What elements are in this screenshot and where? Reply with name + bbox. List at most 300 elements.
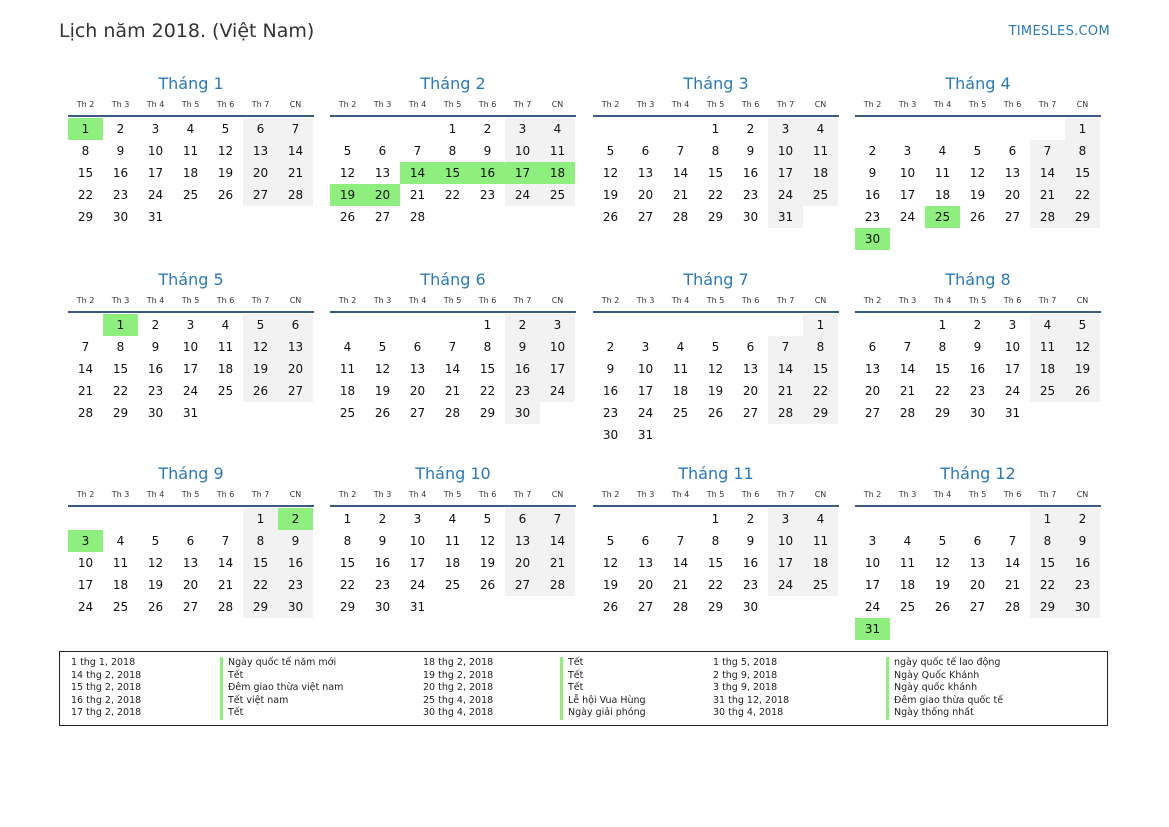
day-cell: 6 (746, 340, 755, 354)
day-cell: 9 (116, 144, 125, 158)
empty-cell (698, 314, 733, 336)
day-cell: 4 (803, 508, 838, 530)
weekday-label: Th 3 (111, 296, 130, 305)
day-cell: 19 (602, 578, 619, 592)
weekday-label: Th 4 (146, 296, 165, 305)
day-cell: 21 (672, 578, 689, 592)
day-cell: 13 (182, 556, 199, 570)
day-cell: 20 (969, 578, 986, 592)
day-cell: 31 (147, 210, 164, 224)
legend-holiday-name: Đêm giao thừa quốc tế (886, 695, 1003, 708)
legend-holiday-name: Tết (220, 670, 343, 683)
day-cell: 14 (768, 358, 803, 380)
legend-holiday-name: Đêm giao thừa việt nam (220, 682, 343, 695)
day-cell: 4 (221, 318, 230, 332)
day-cell: 26 (479, 578, 496, 592)
weekday-header (330, 489, 576, 501)
day-cell: 16 (112, 166, 129, 180)
day-grid (330, 508, 576, 618)
day-cell: 6 (505, 508, 540, 530)
day-cell: 17 (409, 556, 426, 570)
day-cell: 24 (899, 210, 916, 224)
legend-date: 15 thg 2, 2018 (71, 682, 142, 694)
day-cell: 17 (147, 166, 164, 180)
month-block (593, 269, 839, 446)
day-cell: 30 (969, 406, 986, 420)
holiday-day-cell: 17 (505, 162, 540, 184)
holiday-day-cell: 15 (435, 162, 470, 184)
weekday-header (593, 489, 839, 501)
legend-dates-col-2 (423, 657, 493, 720)
legend-date: 30 thg 4, 2018 (713, 707, 784, 719)
holiday-day-cell: 16 (470, 162, 505, 184)
day-cell: 24 (637, 406, 654, 420)
day-cell: 18 (339, 384, 356, 398)
weekday-label: Th 6 (216, 490, 235, 499)
day-cell: 9 (483, 144, 492, 158)
empty-cell (593, 314, 628, 336)
day-cell: 3 (1008, 318, 1017, 332)
page-title: Lịch năm 2018. (Việt Nam) (59, 20, 315, 42)
weekday-label: Th 5 (443, 490, 462, 499)
day-cell: 23 (374, 578, 391, 592)
legend-holiday-name: Ngày giải phóng (560, 707, 646, 720)
day-cell: 23 (147, 384, 164, 398)
day-cell: 20 (278, 358, 313, 380)
day-cell: 8 (483, 340, 492, 354)
day-cell: 27 (969, 600, 986, 614)
day-cell: 22 (444, 188, 461, 202)
weekday-label: Th 5 (706, 490, 725, 499)
day-cell: 13 (505, 530, 540, 552)
day-cell: 19 (934, 578, 951, 592)
empty-cell (103, 508, 138, 530)
day-cell: 31 (768, 206, 803, 228)
day-cell: 12 (602, 556, 619, 570)
holiday-day-cell: 3 (68, 530, 103, 552)
day-cell: 28 (444, 406, 461, 420)
day-cell: 26 (934, 600, 951, 614)
brand-link[interactable]: TIMESLES.COM (1008, 24, 1110, 39)
day-cell: 20 (1004, 188, 1021, 202)
day-grid (330, 314, 576, 424)
day-cell: 17 (768, 552, 803, 574)
legend-holiday-name: Ngày thống nhất (886, 707, 1003, 720)
day-grid (68, 508, 314, 618)
day-cell: 29 (707, 600, 724, 614)
day-cell: 9 (746, 144, 755, 158)
day-cell: 5 (606, 534, 615, 548)
day-cell: 9 (973, 340, 982, 354)
empty-cell (593, 508, 628, 530)
holiday-day-cell: 1 (103, 314, 138, 336)
day-cell: 26 (602, 210, 619, 224)
day-cell: 19 (147, 578, 164, 592)
weekday-label: Th 4 (408, 100, 427, 109)
weekday-header (68, 295, 314, 307)
day-cell: 13 (1004, 166, 1021, 180)
weekday-label: Th 4 (408, 296, 427, 305)
month-block (593, 73, 839, 228)
day-cell: 12 (339, 166, 356, 180)
day-cell: 11 (803, 140, 838, 162)
day-cell: 5 (221, 122, 230, 136)
weekday-label: CN (814, 100, 827, 109)
weekday-label: Th 5 (443, 100, 462, 109)
day-cell: 24 (505, 184, 540, 206)
day-cell: 28 (1030, 206, 1065, 228)
weekday-label: Th 3 (636, 296, 655, 305)
holiday-day-cell: 18 (540, 162, 575, 184)
month-title: Tháng 6 (420, 270, 486, 289)
weekday-label: Th 2 (338, 490, 357, 499)
day-cell: 17 (864, 578, 881, 592)
day-cell: 7 (540, 508, 575, 530)
day-cell: 12 (602, 166, 619, 180)
day-cell: 16 (742, 166, 759, 180)
legend-names-col-3 (886, 657, 1003, 720)
month-title: Tháng 5 (158, 270, 224, 289)
weekday-label: Th 2 (601, 296, 620, 305)
empty-cell (400, 314, 435, 336)
day-cell: 5 (243, 314, 278, 336)
day-cell: 9 (1065, 530, 1100, 552)
day-cell: 20 (182, 578, 199, 592)
day-cell: 27 (637, 210, 654, 224)
day-cell: 15 (803, 358, 838, 380)
day-cell: 23 (969, 384, 986, 398)
empty-cell (890, 508, 925, 530)
weekday-label: Th 3 (636, 490, 655, 499)
header-divider (68, 311, 314, 313)
day-cell: 4 (903, 534, 912, 548)
month-title: Tháng 7 (683, 270, 749, 289)
day-cell: 2 (116, 122, 125, 136)
weekday-label: Th 3 (636, 100, 655, 109)
day-cell: 14 (1030, 162, 1065, 184)
month-block (68, 269, 314, 424)
month-title: Tháng 10 (415, 464, 491, 483)
holiday-day-cell: 31 (855, 618, 890, 640)
weekday-label: Th 3 (373, 490, 392, 499)
legend-date: 17 thg 2, 2018 (71, 707, 142, 719)
day-cell: 27 (243, 184, 278, 206)
empty-cell (138, 508, 173, 530)
day-cell: 6 (1008, 144, 1017, 158)
legend-holiday-name: Ngày quốc tế năm mới (220, 657, 343, 670)
day-cell: 20 (637, 188, 654, 202)
weekday-label: CN (1076, 100, 1089, 109)
day-cell: 25 (339, 406, 356, 420)
day-cell: 27 (742, 406, 759, 420)
weekday-label: Th 2 (863, 296, 882, 305)
day-cell: 18 (1030, 358, 1065, 380)
weekday-label: Th 4 (146, 100, 165, 109)
day-cell: 29 (1030, 596, 1065, 618)
legend-holiday-name: Ngày quốc khánh (886, 682, 1003, 695)
day-cell: 3 (505, 118, 540, 140)
day-cell: 2 (505, 314, 540, 336)
legend-date: 25 thg 4, 2018 (423, 694, 494, 706)
weekday-label: Th 7 (251, 296, 270, 305)
day-cell: 15 (1030, 552, 1065, 574)
day-cell: 7 (903, 340, 912, 354)
day-cell: 18 (899, 578, 916, 592)
weekday-label: Th 7 (251, 100, 270, 109)
day-cell: 9 (505, 336, 540, 358)
empty-cell (925, 118, 960, 140)
holiday-day-cell: 25 (925, 206, 960, 228)
day-cell: 6 (186, 534, 195, 548)
day-cell: 5 (1065, 314, 1100, 336)
day-cell: 18 (182, 166, 199, 180)
day-cell: 26 (217, 188, 234, 202)
day-cell: 22 (1030, 574, 1065, 596)
day-cell: 11 (934, 166, 951, 180)
day-cell: 24 (1004, 384, 1021, 398)
day-cell: 7 (448, 340, 457, 354)
day-cell: 13 (637, 556, 654, 570)
empty-cell (628, 314, 663, 336)
weekday-label: Th 6 (741, 296, 760, 305)
legend-holiday-name: Tết (560, 682, 646, 695)
legend-date: 16 thg 2, 2018 (71, 694, 142, 706)
legend-holiday-name: Tết (220, 707, 343, 720)
header-divider (593, 115, 839, 117)
day-cell: 1 (803, 314, 838, 336)
day-cell: 26 (602, 600, 619, 614)
day-cell: 6 (278, 314, 313, 336)
empty-cell (855, 118, 890, 140)
weekday-label: Th 7 (513, 296, 532, 305)
empty-cell (330, 118, 365, 140)
month-title: Tháng 1 (158, 74, 224, 93)
month-block (330, 269, 576, 424)
day-cell: 27 (1004, 210, 1021, 224)
day-cell: 26 (339, 210, 356, 224)
day-cell: 11 (899, 556, 916, 570)
legend-holiday-name: Tết (560, 657, 646, 670)
day-cell: 6 (413, 340, 422, 354)
day-cell: 25 (803, 184, 838, 206)
day-cell: 14 (672, 166, 689, 180)
day-cell: 14 (444, 362, 461, 376)
day-cell: 18 (672, 384, 689, 398)
empty-cell (208, 508, 243, 530)
weekday-label: Th 5 (443, 296, 462, 305)
day-cell: 7 (413, 144, 422, 158)
day-cell: 26 (374, 406, 391, 420)
legend-date: 19 thg 2, 2018 (423, 669, 494, 681)
empty-cell (1030, 118, 1065, 140)
day-cell: 13 (742, 362, 759, 376)
day-cell: 18 (112, 578, 129, 592)
day-cell: 7 (1030, 140, 1065, 162)
day-cell: 16 (278, 552, 313, 574)
day-cell: 11 (672, 362, 689, 376)
day-cell: 8 (81, 144, 90, 158)
day-cell: 6 (378, 144, 387, 158)
day-cell: 29 (77, 210, 94, 224)
day-cell: 30 (505, 402, 540, 424)
day-cell: 1 (938, 318, 947, 332)
day-cell: 10 (864, 556, 881, 570)
weekday-label: Th 5 (968, 296, 987, 305)
legend-holiday-name: Lễ hội Vua Hùng (560, 695, 646, 708)
day-cell: 10 (637, 362, 654, 376)
weekday-label: Th 6 (216, 296, 235, 305)
empty-cell (733, 314, 768, 336)
day-cell: 19 (1065, 358, 1100, 380)
weekday-label: Th 6 (1003, 296, 1022, 305)
day-cell: 25 (672, 406, 689, 420)
day-cell: 27 (505, 574, 540, 596)
weekday-label: Th 5 (181, 490, 200, 499)
weekday-label: CN (289, 490, 302, 499)
day-cell: 3 (151, 122, 160, 136)
month-block (68, 73, 314, 228)
day-cell: 2 (746, 512, 755, 526)
day-grid (593, 118, 839, 228)
day-cell: 27 (278, 380, 313, 402)
weekday-label: Th 3 (373, 100, 392, 109)
day-cell: 26 (243, 380, 278, 402)
day-cell: 14 (217, 556, 234, 570)
day-cell: 6 (641, 534, 650, 548)
day-cell: 8 (938, 340, 947, 354)
day-cell: 23 (112, 188, 129, 202)
holiday-day-cell: 19 (330, 184, 365, 206)
day-cell: 2 (151, 318, 160, 332)
empty-cell (663, 118, 698, 140)
day-cell: 8 (1065, 140, 1100, 162)
day-cell: 31 (182, 406, 199, 420)
day-cell: 21 (444, 384, 461, 398)
day-cell: 23 (864, 210, 881, 224)
day-cell: 30 (742, 600, 759, 614)
day-cell: 4 (448, 512, 457, 526)
day-cell: 16 (147, 362, 164, 376)
day-grid (593, 508, 839, 618)
weekday-label: Th 7 (251, 490, 270, 499)
day-cell: 17 (540, 358, 575, 380)
weekday-label: Th 2 (863, 100, 882, 109)
weekday-label: CN (551, 296, 564, 305)
day-cell: 11 (112, 556, 129, 570)
month-block (593, 463, 839, 618)
day-cell: 2 (483, 122, 492, 136)
header-divider (68, 115, 314, 117)
legend-names-col-2 (560, 657, 646, 720)
month-block (330, 463, 576, 618)
empty-cell (663, 508, 698, 530)
weekday-label: CN (289, 296, 302, 305)
day-cell: 13 (374, 166, 391, 180)
day-grid (855, 508, 1101, 640)
day-cell: 25 (112, 600, 129, 614)
empty-cell (400, 118, 435, 140)
day-grid (330, 118, 576, 228)
day-cell: 29 (803, 402, 838, 424)
day-cell: 29 (1065, 206, 1100, 228)
day-cell: 1 (483, 318, 492, 332)
holiday-day-cell: 14 (400, 162, 435, 184)
day-cell: 25 (899, 600, 916, 614)
day-cell: 20 (243, 162, 278, 184)
weekday-header (593, 295, 839, 307)
day-cell: 25 (540, 184, 575, 206)
empty-cell (995, 118, 1030, 140)
weekday-label: Th 6 (1003, 100, 1022, 109)
day-cell: 11 (540, 140, 575, 162)
day-cell: 10 (899, 166, 916, 180)
holiday-legend (59, 651, 1108, 726)
day-cell: 15 (934, 362, 951, 376)
day-cell: 16 (602, 384, 619, 398)
day-cell: 12 (217, 144, 234, 158)
day-cell: 21 (899, 384, 916, 398)
weekday-label: CN (551, 100, 564, 109)
day-cell: 1 (448, 122, 457, 136)
day-cell: 11 (444, 534, 461, 548)
day-cell: 22 (479, 384, 496, 398)
day-cell: 24 (768, 184, 803, 206)
day-cell: 10 (409, 534, 426, 548)
day-cell: 20 (505, 552, 540, 574)
empty-cell (330, 314, 365, 336)
empty-cell (960, 508, 995, 530)
empty-cell (890, 314, 925, 336)
day-cell: 25 (182, 188, 199, 202)
day-cell: 26 (147, 600, 164, 614)
day-cell: 8 (1030, 530, 1065, 552)
month-block (855, 269, 1101, 424)
day-cell: 16 (1065, 552, 1100, 574)
day-cell: 19 (479, 556, 496, 570)
day-cell: 17 (768, 162, 803, 184)
day-cell: 27 (409, 406, 426, 420)
day-cell: 21 (768, 380, 803, 402)
day-cell: 23 (479, 188, 496, 202)
day-cell: 24 (77, 600, 94, 614)
header-divider (855, 505, 1101, 507)
day-cell: 10 (147, 144, 164, 158)
day-cell: 17 (182, 362, 199, 376)
day-cell: 25 (444, 578, 461, 592)
day-cell: 29 (707, 210, 724, 224)
weekday-label: Th 5 (706, 100, 725, 109)
day-cell: 22 (77, 188, 94, 202)
day-cell: 2 (746, 122, 755, 136)
header-divider (330, 311, 576, 313)
day-cell: 7 (676, 144, 685, 158)
day-grid (855, 118, 1101, 250)
day-cell: 13 (278, 336, 313, 358)
legend-holiday-name: Tết việt nam (220, 695, 343, 708)
day-cell: 5 (938, 534, 947, 548)
empty-cell (593, 118, 628, 140)
day-cell: 20 (864, 384, 881, 398)
day-cell: 29 (339, 600, 356, 614)
day-cell: 9 (278, 530, 313, 552)
day-cell: 5 (711, 340, 720, 354)
weekday-header (855, 295, 1101, 307)
day-cell: 9 (378, 534, 387, 548)
day-cell: 8 (711, 144, 720, 158)
day-cell: 6 (243, 118, 278, 140)
weekday-label: Th 3 (111, 490, 130, 499)
day-cell: 31 (637, 428, 654, 442)
